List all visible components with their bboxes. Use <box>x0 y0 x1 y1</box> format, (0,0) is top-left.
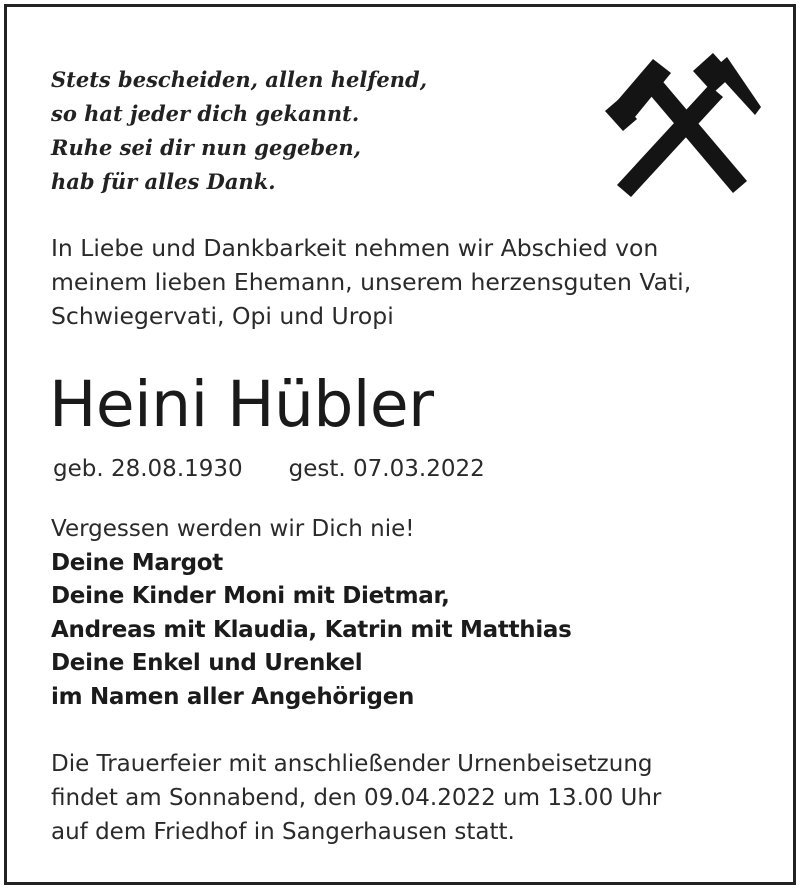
poem-line: so hat jeder dich gekannt. <box>51 101 360 126</box>
signatory-line: Deine Margot <box>51 549 223 576</box>
life-dates <box>53 453 485 485</box>
signatory-line: Andreas mit Klaudia, Katrin mit Matthias <box>51 616 572 643</box>
family-signatures <box>51 513 572 714</box>
memorial-poem <box>51 63 427 199</box>
signatory-line: Deine Enkel und Urenkel <box>51 650 363 676</box>
service-line: auf dem Friedhof in Sangerhausen statt. <box>51 819 515 845</box>
poem-line: Ruhe sei dir nun gegeben, <box>51 135 361 160</box>
funeral-service-notice <box>51 747 661 849</box>
intro-line: In Liebe und Dankbarkeit nehmen wir Abschied von <box>51 234 659 262</box>
poem-line: hab für alles Dank. <box>51 169 276 194</box>
obituary-frame <box>4 4 796 885</box>
service-line: findet am Sonnabend, den 09.04.2022 um 13.00 Uhr <box>51 785 662 811</box>
crossed-hammers-icon <box>597 49 767 204</box>
death-date: gest. 07.03.2022 <box>288 456 485 482</box>
intro-line: meinem lieben Ehemann, unserem herzensguten Vati, <box>51 268 692 296</box>
service-line: Die Trauerfeier mit anschließender Urnenbeisetzung <box>51 751 653 777</box>
deceased-name: Heini Hübler <box>49 368 434 441</box>
signatory-line: Deine Kinder Moni mit Dietmar, <box>51 583 450 609</box>
birth-date: geb. 28.08.1930 <box>53 456 243 482</box>
intro-line: Schwiegervati, Opi und Uropi <box>51 302 394 330</box>
family-motto: Vergessen werden wir Dich nie! <box>51 516 415 542</box>
signatory-line: im Namen aller Angehörigen <box>51 683 415 710</box>
poem-line: Stets bescheiden, allen helfend, <box>51 67 428 92</box>
farewell-intro <box>51 231 691 333</box>
